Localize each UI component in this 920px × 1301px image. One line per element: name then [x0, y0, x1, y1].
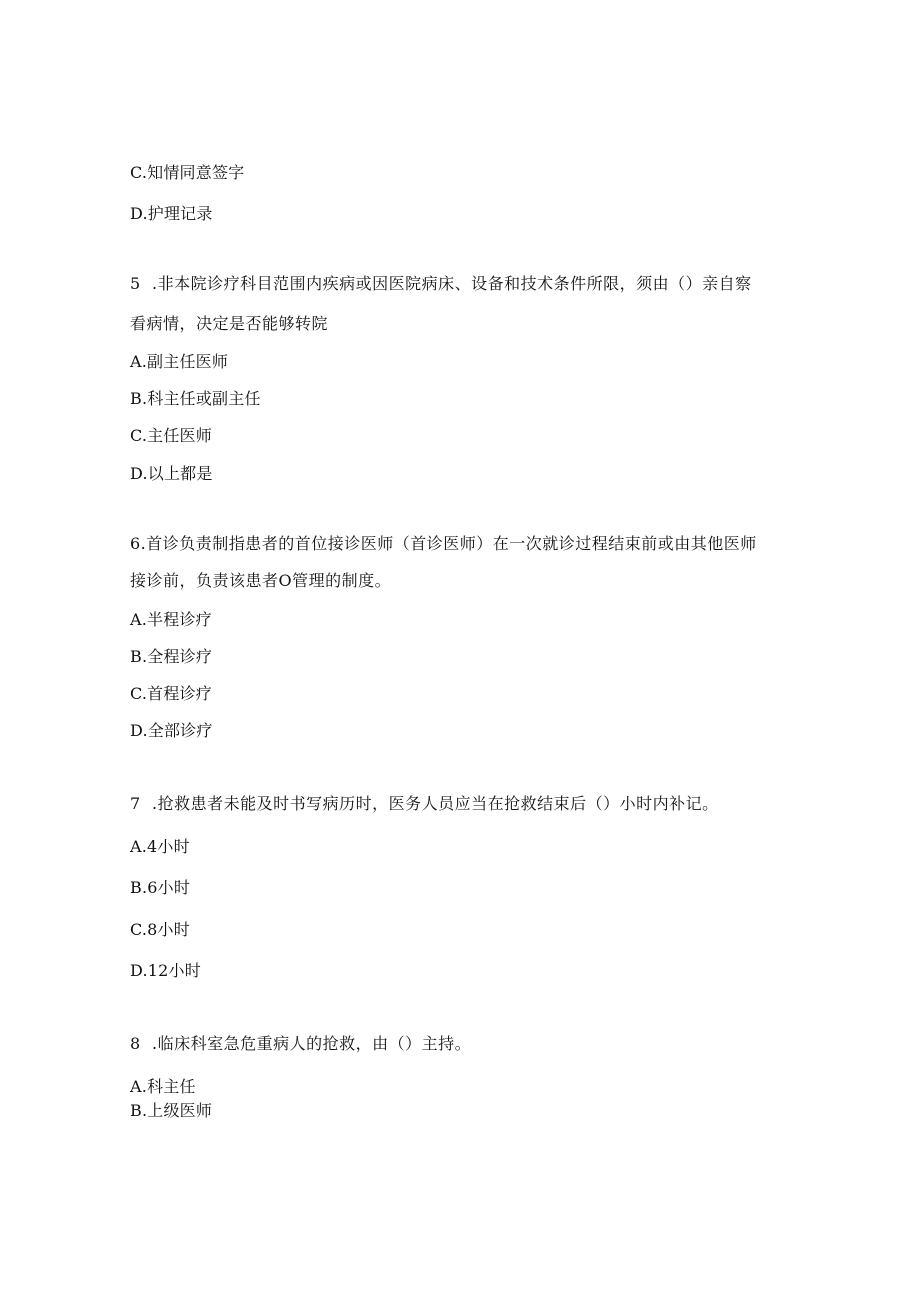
question-text: .临床科室急危重病人的抢救，由（）主持。 [152, 1034, 472, 1053]
option-d: D.以上都是 [130, 464, 213, 483]
option-b: B.科主任或副主任 [130, 389, 261, 408]
option-c: C.知情同意签字 [130, 163, 245, 182]
option-b: B.6小时 [130, 878, 191, 897]
option-a: A.科主任 [130, 1077, 196, 1096]
option-d: D.护理记录 [130, 204, 213, 223]
question-5-line-1 [130, 273, 752, 295]
question-7-line-1 [130, 793, 719, 815]
option-c: C.首程诊疗 [130, 684, 212, 703]
question-6-line-1: 6.首诊负责制指患者的首位接诊医师（首诊医师）在一次就诊过程结束前或由其他医师 [130, 534, 757, 553]
option-a: A.半程诊疗 [130, 610, 212, 629]
option-b: B.全程诊疗 [130, 647, 213, 666]
option-d: D.12小时 [130, 961, 201, 980]
question-number: 8 [130, 1034, 141, 1053]
option-a: A.副主任医师 [130, 352, 229, 371]
question-5-line-2: 看病情，决定是否能够转院 [130, 314, 329, 333]
option-b: B.上级医师 [130, 1101, 213, 1120]
option-a: A.4小时 [130, 837, 190, 856]
option-c: C.主任医师 [130, 426, 212, 445]
question-text: .非本院诊疗科目范围内疾病或因医院病床、设备和技术条件所限，须由（）亲自察 [152, 274, 752, 293]
question-8-line-1 [130, 1033, 471, 1055]
question-number: 5 [130, 274, 141, 293]
option-d: D.全部诊疗 [130, 721, 213, 740]
question-6-line-2: 接诊前，负责该患者O管理的制度。 [130, 571, 392, 590]
question-number: 7 [130, 794, 141, 813]
option-c: C.8小时 [130, 920, 190, 939]
question-text: .抢救患者未能及时书写病历时，医务人员应当在抢救结束后（）小时内补记。 [152, 794, 719, 813]
